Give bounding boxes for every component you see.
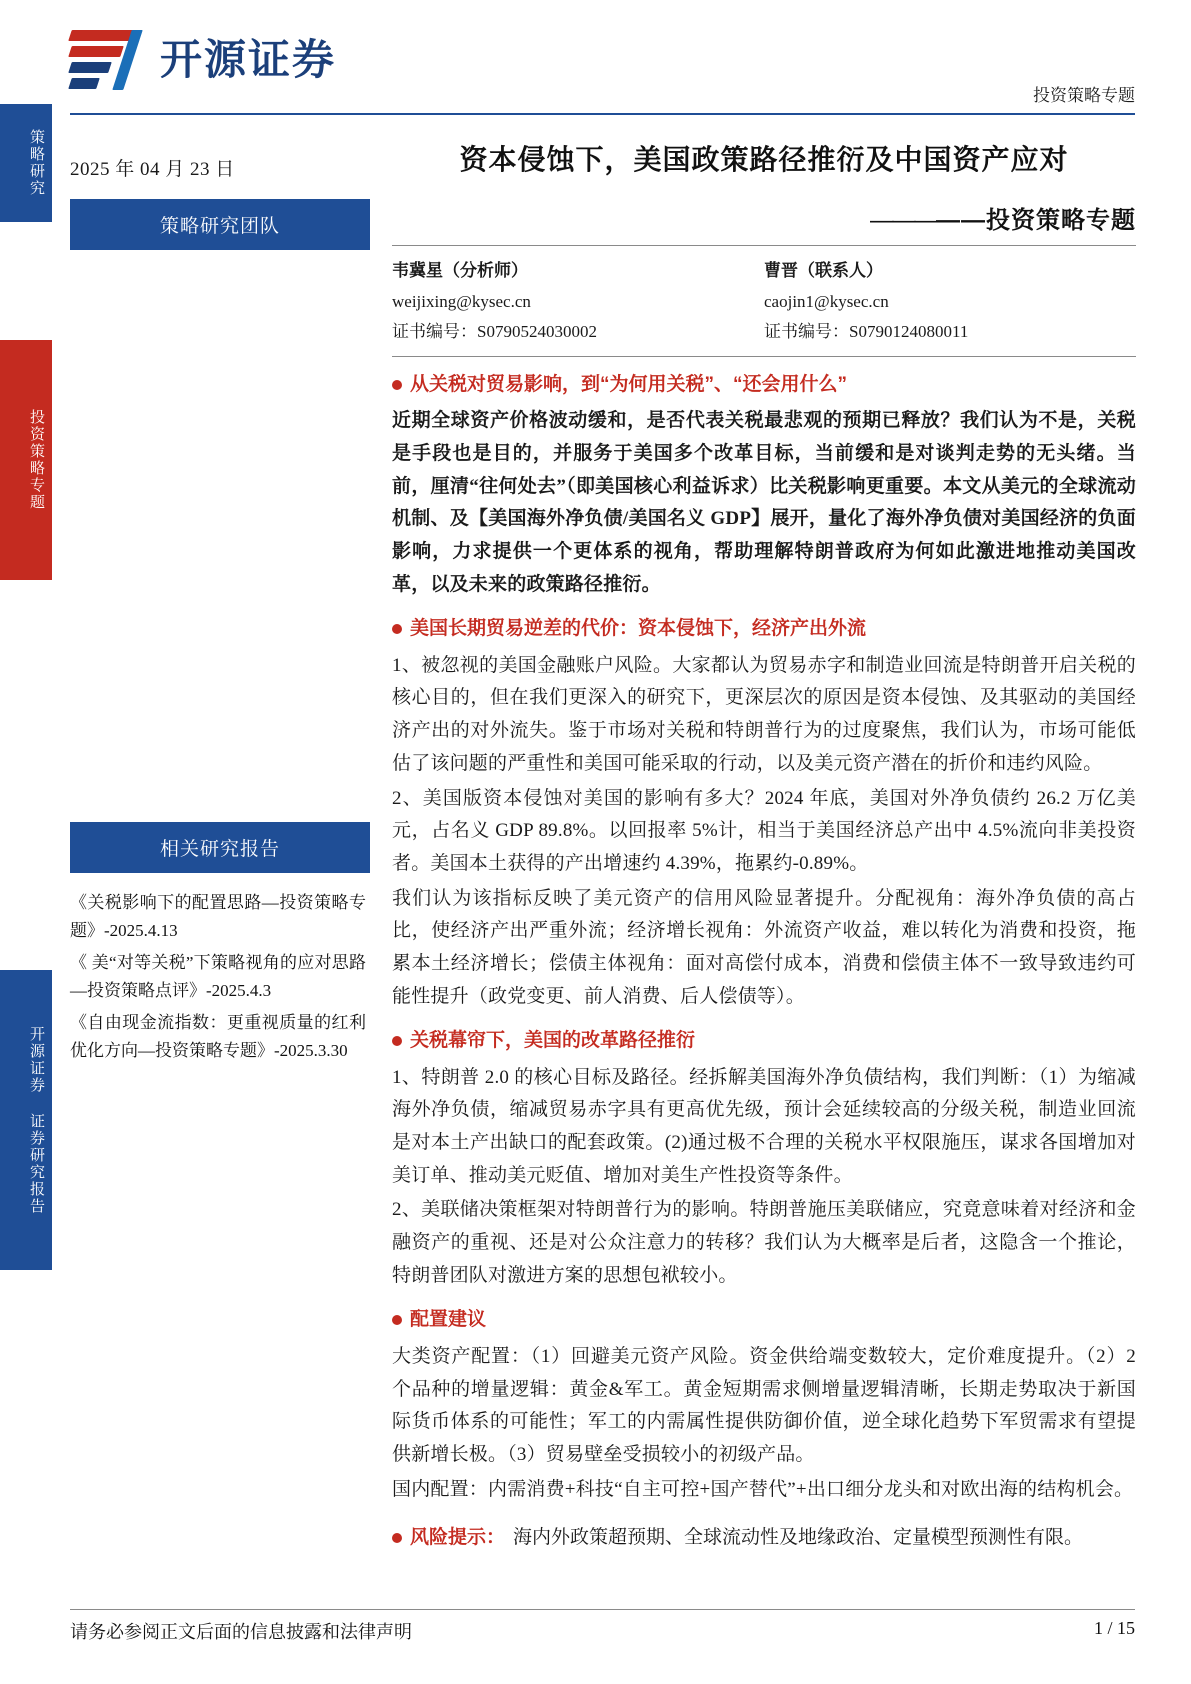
authors-divider — [392, 356, 1136, 357]
section-heading-allocation-advice — [392, 1306, 1136, 1335]
risk-text: 海内外政策超预期、全球流动性及地缘政治、定量模型预测性有限。 — [513, 1527, 1084, 1549]
document-date: 2025 年 04 月 23 日 — [70, 159, 235, 180]
related-reports-band: 相关研究报告 — [70, 822, 370, 873]
section-paragraph: 1、被忽视的美国金融账户风险。大家都认为贸易赤字和制造业回流是特朗普开启关税的核心目的，但在我们更深入的研究下，更深层次的原因是资本侵蚀、及其驱动的美国经济产出的对外流失。鉴于市场对关税和特朗普行为的过度聚焦，我们认为，市场可能低估了该问题的严重性和美国可能采取的行动，以及美元资产潜在的折价和违约风险。 — [392, 654, 1136, 774]
bullet-dot-icon — [392, 1036, 402, 1046]
related-report-item[interactable]: 《 美“对等关税”下策略视角的应对思路—投资策略点评》-2025.4.3 — [70, 953, 366, 1001]
author-block — [392, 256, 1136, 348]
section-paragraph: 国内配置：内需消费+科技“自主可控+国产替代”+出口细分龙头和对欧出海的结构机会。 — [392, 1478, 1134, 1500]
brand-logo — [70, 26, 1135, 88]
section-paragraph: 我们认为该指标反映了美元资产的信用风险显著提升。分配视角：海外净负债的高占比，使经济产出严重外流；经济增长视角：外流资产收益，难以转化为消费和投资，拖累本土经济增长；偿债主体视角：面对高偿付成本，消费和偿债主体不一致导致违约可能性提升（政党变更、前人消费、后人偿债等）。 — [392, 887, 1136, 1007]
footer-page-number: 1 / 15 — [1093, 1618, 1135, 1638]
subtitle-divider — [392, 245, 1136, 246]
subtitle-text: ——投资策略专题 — [936, 207, 1136, 234]
author-name: 曹晋（联系人） — [764, 261, 883, 280]
author-cert-number: 证书编号：S0790524030002 — [392, 322, 597, 342]
section-heading-text: 关税幕帘下，美国的改革路径推衍 — [410, 1030, 696, 1052]
footer-divider — [70, 1609, 1135, 1610]
left-column — [70, 128, 370, 1069]
strategy-team-band: 策略研究团队 — [70, 199, 370, 250]
page-title: 资本侵蚀下，美国政策路径推衍及中国资产应对 — [459, 144, 1069, 175]
logo-text: 开源证券 — [160, 36, 337, 83]
author-cert-number: 证书编号：S0790124080011 — [764, 322, 969, 342]
document-footer — [70, 1618, 1135, 1644]
document-header — [70, 26, 1135, 112]
section-paragraph: 近期全球资产价格波动缓和，是否代表关税最悲观的预期已释放？我们认为不是，关税是手段也是目的，并服务于美国多个改革目标，当前缓和是对谈判走势的无头绪。当前，厘清“往何处去”（即美国核心利益诉求）比关税影响更重要。本文从美元的全球流动机制、及【美国海外净负债/美国名义 GDP】展开，量化了海外净负债对美国经济的负面影响，力求提供一个更体系的视角，帮助理解特朗普政府为何如此激进地推动美国改革，以及未来的政策路径推衍。 — [392, 410, 1136, 595]
risk-label: 风险提示： — [410, 1527, 506, 1549]
document-subtitle — [392, 200, 1136, 235]
section-paragraph: 大类资产配置：（1）回避美元资产风险。资金供给端变数较大，定价难度提升。（2）2 个品种的增量逻辑：黄金&军工。黄金短期需求侧增量逻辑清晰，长期走势取决于新国际货币体系的可能性；军工的内需属性提供防御价值，逆全球化趋势下军贸需求有望提供新增长极。（3）贸易壁垒受损较小的初级产品。 — [392, 1345, 1136, 1465]
related-report-item[interactable]: 《关税影响下的配置思路—投资策略专题》-2025.4.13 — [70, 893, 366, 941]
subtitle-dash: ——— — [870, 207, 936, 234]
section-heading-text: 美国长期贸易逆差的代价：资本侵蚀下，经济产出外流 — [410, 618, 867, 640]
section-paragraph: 2、美国版资本侵蚀对美国的影响有多大？2024 年底，美国对外净负债约 26.2 万亿美元，占名义 GDP 89.8%。以回报率 5%计，相当于美国经济总产出中 4.5%流向非美投资者。美国本土获得的产出增速约 4.39%，拖累约-0.89%。 — [392, 787, 1136, 874]
bullet-dot-icon — [392, 624, 402, 634]
main-column — [392, 138, 1136, 1559]
section-heading-text: 配置建议 — [410, 1309, 487, 1331]
related-reports-list — [70, 889, 366, 1065]
author-primary — [392, 256, 764, 348]
author-secondary — [764, 256, 1136, 348]
section-heading-trade-deficit-cost — [392, 615, 1136, 644]
section-heading-tariff-impact — [392, 371, 1136, 400]
side-tab-strategy-research: 策略研究 — [0, 104, 52, 222]
bullet-dot-icon — [392, 1533, 402, 1543]
bullet-dot-icon — [392, 1315, 402, 1325]
related-report-item[interactable]: 《自由现金流指数：更重视质量的红利优化方向—投资策略专题》-2025.3.30 — [70, 1013, 366, 1061]
footer-disclaimer: 请务必参阅正文后面的信息披露和法律声明 — [70, 1622, 412, 1642]
side-tab-kaiyuan-securities-report: 开源证券 证券研究报告 — [0, 970, 52, 1270]
section-paragraph: 1、特朗普 2.0 的核心目标及路径。经拆解美国海外净负债结构，我们判断：（1）为缩减海外净负债，缩减贸易赤字具有更高优先级，预计会延续较高的分级关税，制造业回流是对本土产出缺口的配套政策。(2)通过极不合理的关税水平权限施压，谋求各国增加对美订单、推动美元贬值、增加对美生产性投资等条件。 — [392, 1066, 1136, 1186]
side-tabs — [0, 104, 52, 1280]
author-email[interactable]: weijixing@kysec.cn — [392, 291, 531, 311]
logo-mark-icon — [70, 26, 148, 88]
bullet-dot-icon — [392, 380, 402, 390]
risk-notice — [392, 1524, 1136, 1553]
author-name: 韦冀星（分析师） — [392, 261, 528, 280]
header-report-category: 投资策略专题 — [1033, 86, 1135, 105]
section-heading-reform-path — [392, 1027, 1136, 1056]
side-tab-investment-strategy: 投资策略专题 — [0, 340, 52, 580]
author-email[interactable]: caojin1@kysec.cn — [764, 291, 889, 311]
section-paragraph: 2、美联储决策框架对特朗普行为的影响。特朗普施压美联储应，究竟意味着对经济和金融资产的重视、还是对公众注意力的转移？我们认为大概率是后者，这隐含一个推论，特朗普团队对激进方案的思想包袱较小。 — [392, 1199, 1136, 1286]
header-divider — [70, 113, 1135, 115]
section-heading-text: 从关税对贸易影响，到“为何用关税”、“还会用什么” — [410, 373, 848, 395]
